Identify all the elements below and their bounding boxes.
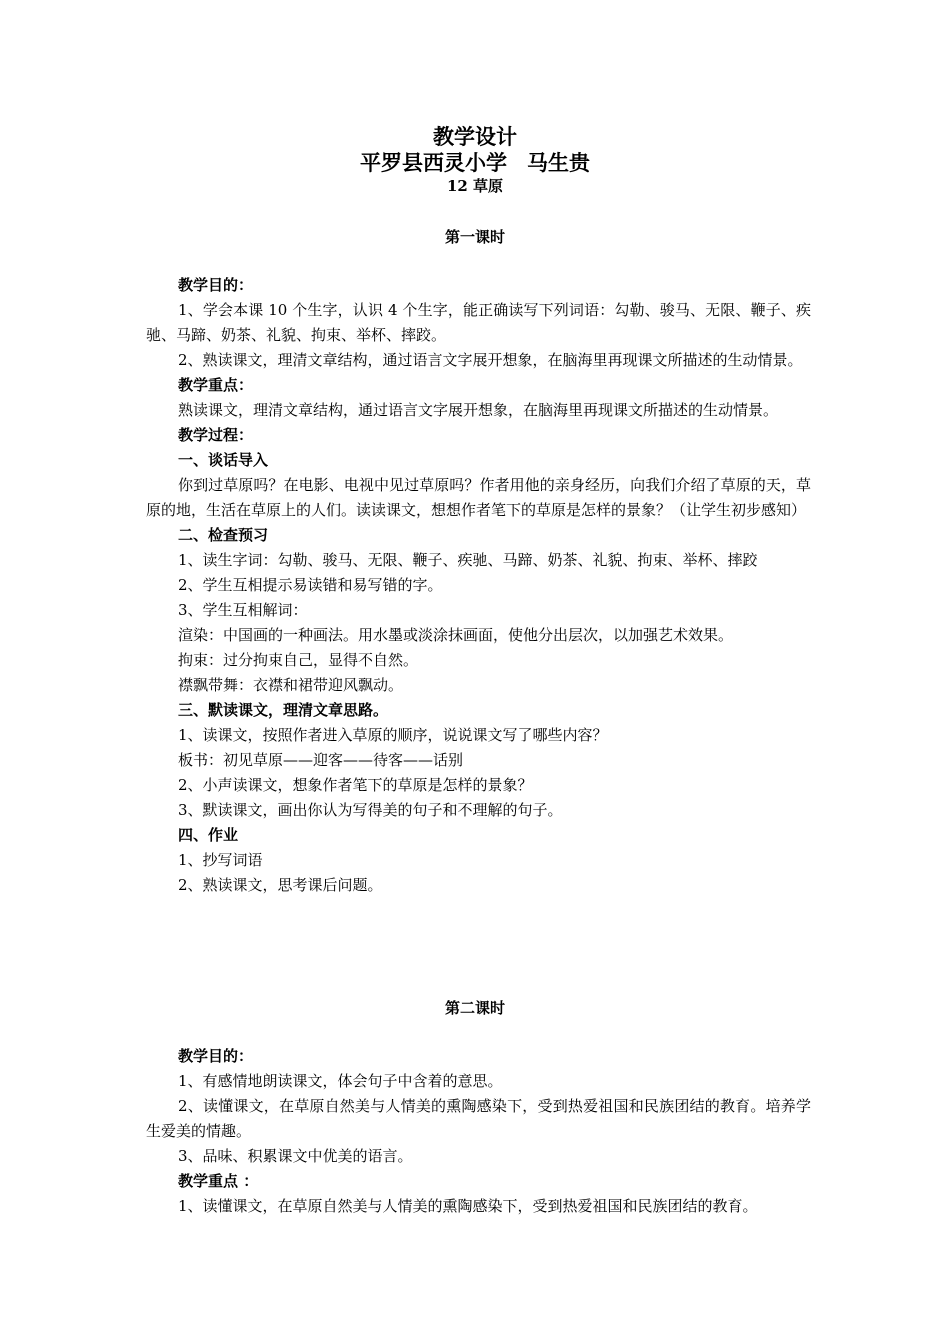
step2-title: 二、检查预习	[178, 526, 269, 544]
lesson2-goal-1: 1、有感情地朗读课文，体会句子中含着的意思。	[178, 1072, 503, 1090]
step1-text: 你到过草原吗？在电影、电视中见过草原吗？作者用他的亲身经历，向我们介绍了草原的天，草原的地，生活在草原上的人们。读读课文，想想作者笔下的草原是怎样的景象？（让学生初步感知）	[146, 476, 811, 519]
lesson1-key-label: 教学重点：	[178, 376, 254, 394]
step3-title: 三、默读课文，理清文章思路。	[178, 701, 389, 719]
author-line: 平罗县西灵小学 马生贵	[360, 150, 590, 175]
lesson1-heading: 第一课时	[444, 228, 505, 246]
lesson2-goal-2: 2、读懂课文，在草原自然美与人情美的熏陶感染下，受到热爱祖国和民族团结的教育。培养学生爱美的情趣。	[146, 1097, 811, 1140]
lesson1-goal-1: 1、学会本课 10 个生字，认识 4 个生字，能正确读写下列词语：勾勒、骏马、无限、鞭子、疾驰、马蹄、奶茶、礼貌、拘束、举杯、摔跤。	[146, 301, 811, 344]
lesson2-body	[146, 1044, 811, 1219]
lesson1-body	[146, 273, 811, 898]
step3-line-4: 3、默读课文，画出你认为写得美的句子和不理解的句子。	[178, 801, 563, 819]
lesson2-heading: 第二课时	[444, 999, 505, 1017]
step3-line-3: 2、小声读课文，想象作者笔下的草原是怎样的景象？	[178, 776, 533, 794]
lesson-title: 12 草原	[446, 177, 504, 195]
lesson2-key-label: 教学重点 ：	[178, 1172, 259, 1190]
step3-line-1: 1、读课文，按照作者进入草原的顺序，说说课文写了哪些内容？	[178, 726, 608, 744]
step4-line-2: 2、熟读课文，思考课后问题。	[178, 876, 383, 894]
lesson1-goals-label: 教学目的：	[178, 276, 254, 294]
step3-line-2: 板书：初见草原——迎客——待客——话别	[178, 751, 464, 769]
lesson2-goals-label: 教学目的：	[178, 1047, 254, 1065]
step2-line-1: 1、读生字词：勾勒、骏马、无限、鞭子、疾驰、马蹄、奶茶、礼貌、拘束、举杯、摔跤	[178, 551, 758, 569]
step2-line-5: 拘束：过分拘束自己，显得不自然。	[178, 651, 419, 669]
step2-line-4: 渲染：中国画的一种画法。用水墨或淡涂抹画面，使他分出层次，以加强艺术效果。	[178, 626, 734, 644]
lesson1-process-label: 教学过程：	[178, 426, 254, 444]
lesson1-key-text: 熟读课文，理清文章结构，通过语言文字展开想象，在脑海里再现课文所描述的生动情景。	[178, 401, 779, 419]
step4-line-1: 1、抄写词语	[178, 851, 263, 869]
page-title: 教学设计	[433, 124, 517, 149]
step2-line-2: 2、学生互相提示易读错和易写错的字。	[178, 576, 443, 594]
lesson1-goal-2: 2、熟读课文，理清文章结构，通过语言文字展开想象，在脑海里再现课文所描述的生动情景。	[178, 351, 803, 369]
lesson2-key-text: 1、读懂课文，在草原自然美与人情美的熏陶感染下，受到热爱祖国和民族团结的教育。	[178, 1197, 758, 1215]
step2-line-3: 3、学生互相解词：	[178, 601, 308, 619]
lesson2-goal-3: 3、品味、积累课文中优美的语言。	[178, 1147, 413, 1165]
step2-line-6: 襟飘带舞：衣襟和裙带迎风飘动。	[178, 676, 404, 694]
step1-title: 一、谈话导入	[178, 451, 269, 469]
step4-title: 四、作业	[178, 826, 239, 844]
